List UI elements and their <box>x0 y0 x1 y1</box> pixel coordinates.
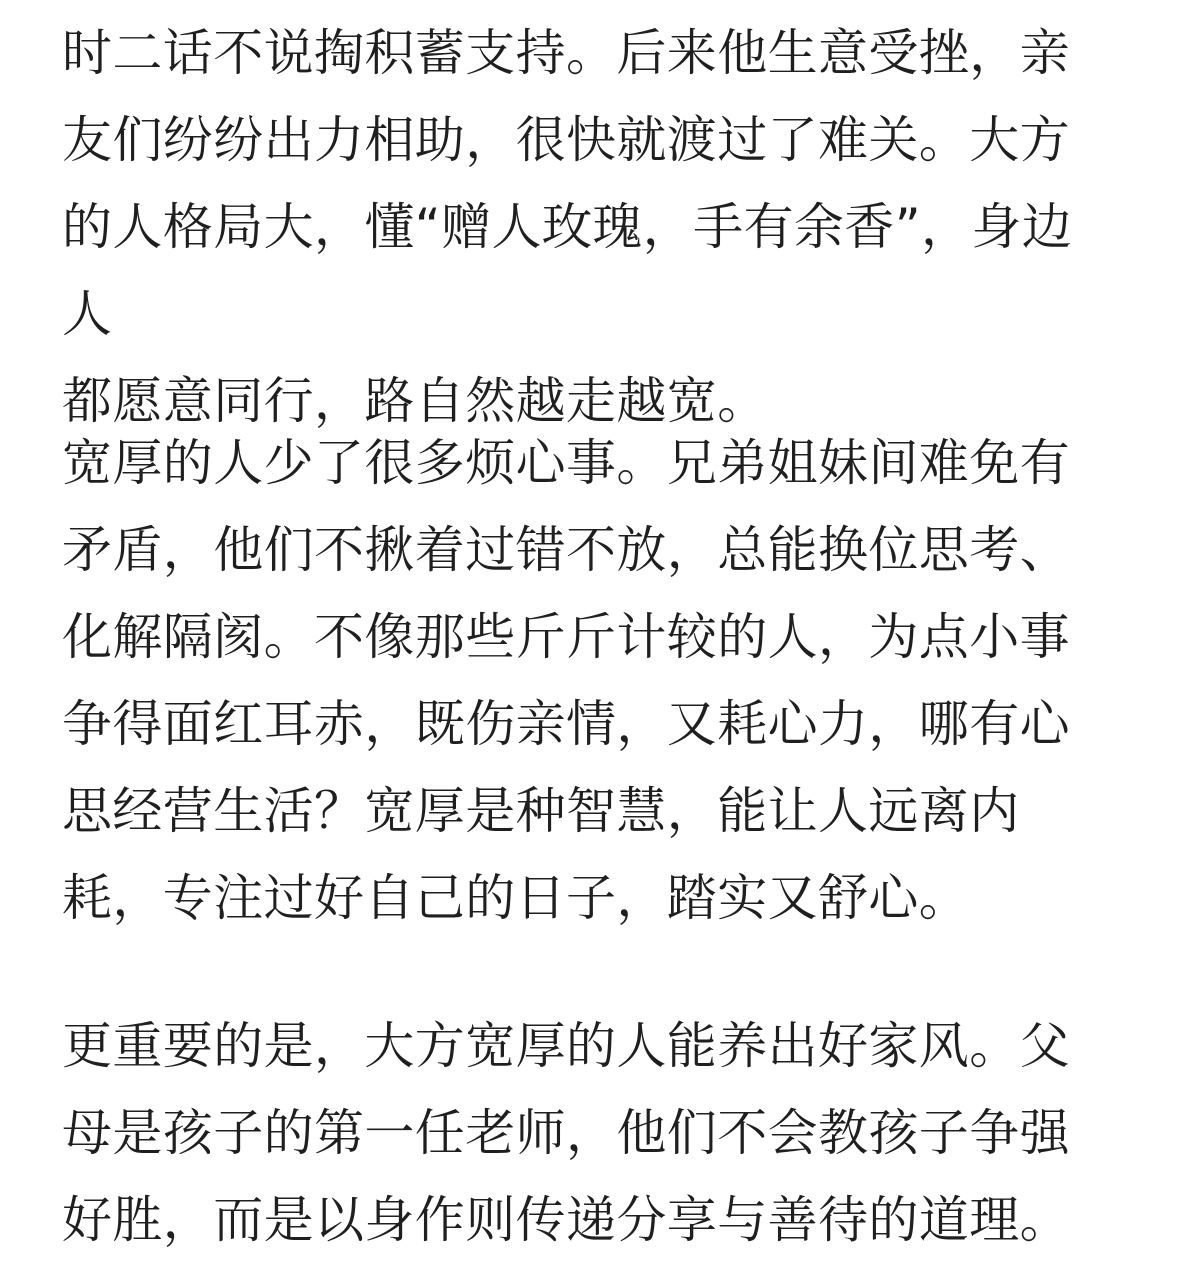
paragraph-tolerance: 宽厚的人少了很多烦心事。兄弟姐妹间难免有 矛盾，他们不揪着过错不放，总能换位思考、 化解隔阂。不像那些斤斤计较的人，为点小事 争得面红耳赤，既伤亲情，又耗心力，哪有心 思经营生活？宽厚是种智慧，能让人远离内 耗，专注过好自己的日子，踏实又舒心。 <box>62 434 1070 927</box>
paragraph-generosity: 时二话不说掏积蓄支持。后来他生意受挫，亲 友们纷纷出力相助，很快就渡过了难关。大方 的人格局大，懂“赠人玫瑰，手有余香”，身边人 都愿意同行，路自然越走越宽。 <box>62 24 1073 430</box>
paragraph-family-tradition: 更重要的是，大方宽厚的人能养出好家风。父 母是孩子的第一任老师，他们不会教孩子争强 好胜，而是以身作则传递分享与善待的道理。 <box>62 1017 1070 1249</box>
